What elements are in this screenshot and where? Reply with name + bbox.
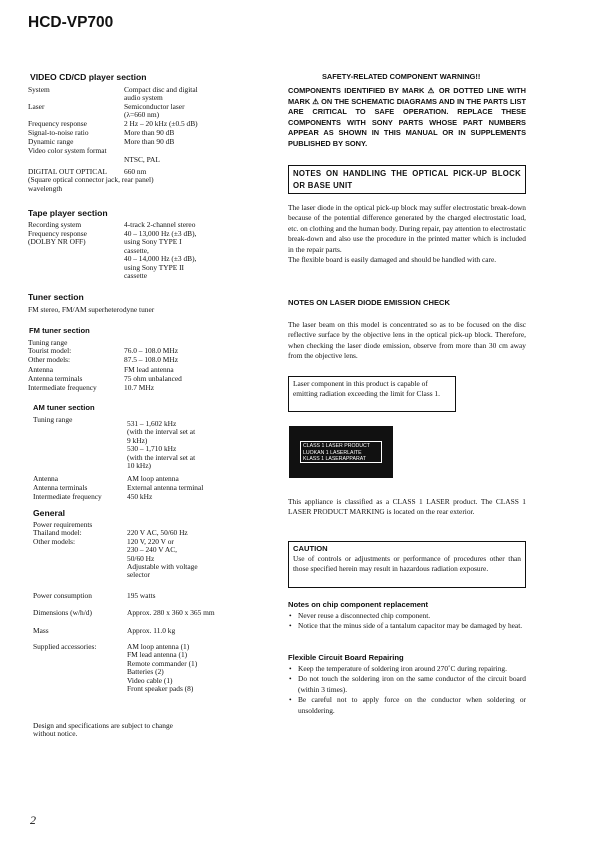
specs-footnote: Design and specifications are subject to change without notice. [33, 721, 173, 739]
spec-value: Semiconductor laser (λ=660 nm) [124, 102, 185, 120]
spec-label: Supplied accessories: [33, 642, 97, 651]
spec-label: DIGITAL OUT OPTICAL (Square optical connector jack, rear panel) wavelength [28, 167, 154, 193]
spec-label: Tuning range [33, 415, 73, 424]
spec-value: External antenna terminal [127, 483, 204, 492]
laser-label-line: KLASS 1 LASERAPPARAT [303, 456, 366, 463]
spec-value: 531 – 1,602 kHz (with the interval set at 9 kHz) 530 – 1,710 kHz (with the interval set at 10 kHz) [127, 419, 196, 471]
spec-label: Recording system [28, 220, 82, 229]
spec-value: More than 90 dB [124, 128, 175, 137]
spec-label: Frequency response (DOLBY NR OFF) [28, 229, 87, 247]
spec-value: More than 90 dB [124, 137, 175, 146]
laser-text: The laser beam on this model is concentrated so as to be focused on the disc reflective surface by the objective lens in the optical pick-up block. Therefore, when checking the laser diode emission, observe from more than 30 cm away from the objective lens. [288, 320, 526, 361]
page-number: 2 [30, 813, 36, 827]
spec-value: Approx. 11.0 kg [127, 626, 176, 635]
chip-heading: Notes on chip component replacement [288, 600, 429, 609]
page-title: HCD-VP700 [28, 14, 114, 31]
spec-label: Dimensions (w/h/d) [33, 608, 92, 617]
spec-label: Tuning range Tourist model: Other models: [28, 338, 72, 364]
spec-label: Laser [28, 102, 45, 111]
spec-label: Antenna [28, 365, 54, 374]
laser-label-text [300, 441, 382, 463]
caution-box [288, 541, 526, 588]
spec-value: 76.0 – 108.0 MHz 87.5 – 108.0 MHz [124, 346, 178, 364]
am-tuner-heading: AM tuner section [33, 403, 95, 412]
laser-heading: NOTES ON LASER DIODE EMISSION CHECK [288, 298, 451, 307]
flex-heading: Flexible Circuit Board Repairing [288, 653, 404, 662]
spec-value: 2 Hz – 20 kHz (±0.5 dB) [124, 119, 198, 128]
spec-value: Compact disc and digital audio system [124, 85, 198, 103]
spec-label: Intermediate frequency [33, 492, 102, 501]
spec-label: Antenna terminals [33, 483, 88, 492]
spec-value: Approx. 280 x 360 x 365 mm [127, 608, 215, 617]
tuner-text: FM stereo, FM/AM superheterodyne tuner [28, 305, 155, 314]
tape-heading: Tape player section [28, 208, 108, 218]
spec-label: Antenna [33, 474, 59, 483]
spec-value: 4-track 2-channel stereo [124, 220, 196, 229]
safety-text: COMPONENTS IDENTIFIED BY MARK ⚠ OR DOTTED LINE WITH MARK ⚠ ON THE SCHEMATIC DIAGRAMS AND IN THE PARTS LIST ARE CRITICAL TO SAFE OPERATION. REPLACE THESE COMPONENTS WITH SONY PARTS WHOSE PART NUMBERS APPEAR AS SHOWN IN THIS MANUAL OR IN SUPPLEMENTS PUBLISHED BY SONY. [288, 86, 526, 148]
optical-text: The laser diode in the optical pick-up block may suffer electrostatic break-down because of the potential difference generated by the charged electrostatic load, etc. on clothing and the human body. During repair, pay attention to electrostatic break-down and also use the procedure in the printed matter which is included in the repair parts. The flexible board is easily damaged and should be handled with care. [288, 203, 526, 265]
spec-value: 40 – 13,000 Hz (±3 dB), using Sony TYPE I cassette, 40 – 14,000 Hz (±3 dB), using Sony TYPE II cassette [124, 229, 197, 281]
spec-value: AM loop antenna (1) FM lead antenna (1) Remote commander (1) Batteries (2) Video cable (1) Front speaker pads (8) [127, 642, 198, 694]
list-item: • Keep the temperature of soldering iron around 270˚C during repairing. [288, 664, 526, 674]
laser-warning-box [288, 376, 456, 412]
spec-label: Signal-to-noise ratio [28, 128, 89, 137]
laser-warning-text: Laser component in this product is capable of emitting radiation exceeding the limit for Class 1. [293, 379, 440, 399]
list-item: • Never reuse a disconnected chip component. [288, 611, 526, 621]
spec-value: 10.7 MHz [124, 383, 154, 392]
spec-value: 450 kHz [127, 492, 153, 501]
fm-tuner-heading: FM tuner section [29, 326, 90, 335]
laser-label-line: CLASS 1 LASER PRODUCT [303, 443, 370, 449]
caution-title: CAUTION [293, 544, 328, 553]
spec-label: Mass [33, 626, 49, 635]
list-item: • Notice that the minus side of a tantalum capacitor may be damaged by heat. [288, 621, 526, 631]
spec-value: FM lead antenna [124, 365, 174, 374]
spec-value: AM loop antenna [127, 474, 179, 483]
flex-list [288, 664, 526, 716]
list-item: • Do not touch the soldering iron on the same conductor of the circuit board (within 3 times). [288, 674, 526, 695]
spec-label: Antenna terminals [28, 374, 83, 383]
spec-label: Power requirements Thailand model: Other models: [33, 520, 93, 546]
laser-label-line: LUOKAN 1 LASERLAITE [303, 449, 362, 456]
optical-heading: NOTES ON HANDLING THE OPTICAL PICK-UP BLOCK OR BASE UNIT [293, 169, 521, 190]
spec-value: 75 ohm unbalanced [124, 374, 182, 383]
general-heading: General [33, 508, 66, 518]
spec-value: 660 nm [124, 167, 147, 176]
spec-label: Power consumption [33, 591, 92, 600]
spec-label: Dynamic range [28, 137, 74, 146]
spec-value: 195 watts [127, 591, 156, 600]
class1-laser-label [289, 426, 393, 478]
chip-list [288, 611, 526, 632]
safety-title: SAFETY-RELATED COMPONENT WARNING!! [322, 72, 481, 81]
spec-label: Intermediate frequency [28, 383, 97, 392]
optical-heading-box [288, 165, 526, 194]
spec-value: 220 V AC, 50/60 Hz 120 V, 220 V or 230 – 240 V AC, 50/60 Hz Adjustable with voltage selector [127, 528, 198, 580]
video-cd-heading: VIDEO CD/CD player section [30, 72, 147, 82]
tuner-heading: Tuner section [28, 292, 84, 302]
spec-label: System [28, 85, 50, 94]
list-item: • Be careful not to apply force on the conductor when soldering or unsoldering. [288, 695, 526, 716]
caution-text: Use of controls or adjustments or performance of procedures other than those specified herein may result in hazardous radiation exposure. [293, 554, 521, 574]
spec-value: NTSC, PAL [124, 155, 160, 164]
spec-label: Frequency response [28, 119, 87, 128]
class1-text: This appliance is classified as a CLASS 1 LASER product. The CLASS 1 LASER PRODUCT MARKING is located on the rear exterior. [288, 497, 526, 517]
spec-label: Video color system format [28, 146, 107, 155]
